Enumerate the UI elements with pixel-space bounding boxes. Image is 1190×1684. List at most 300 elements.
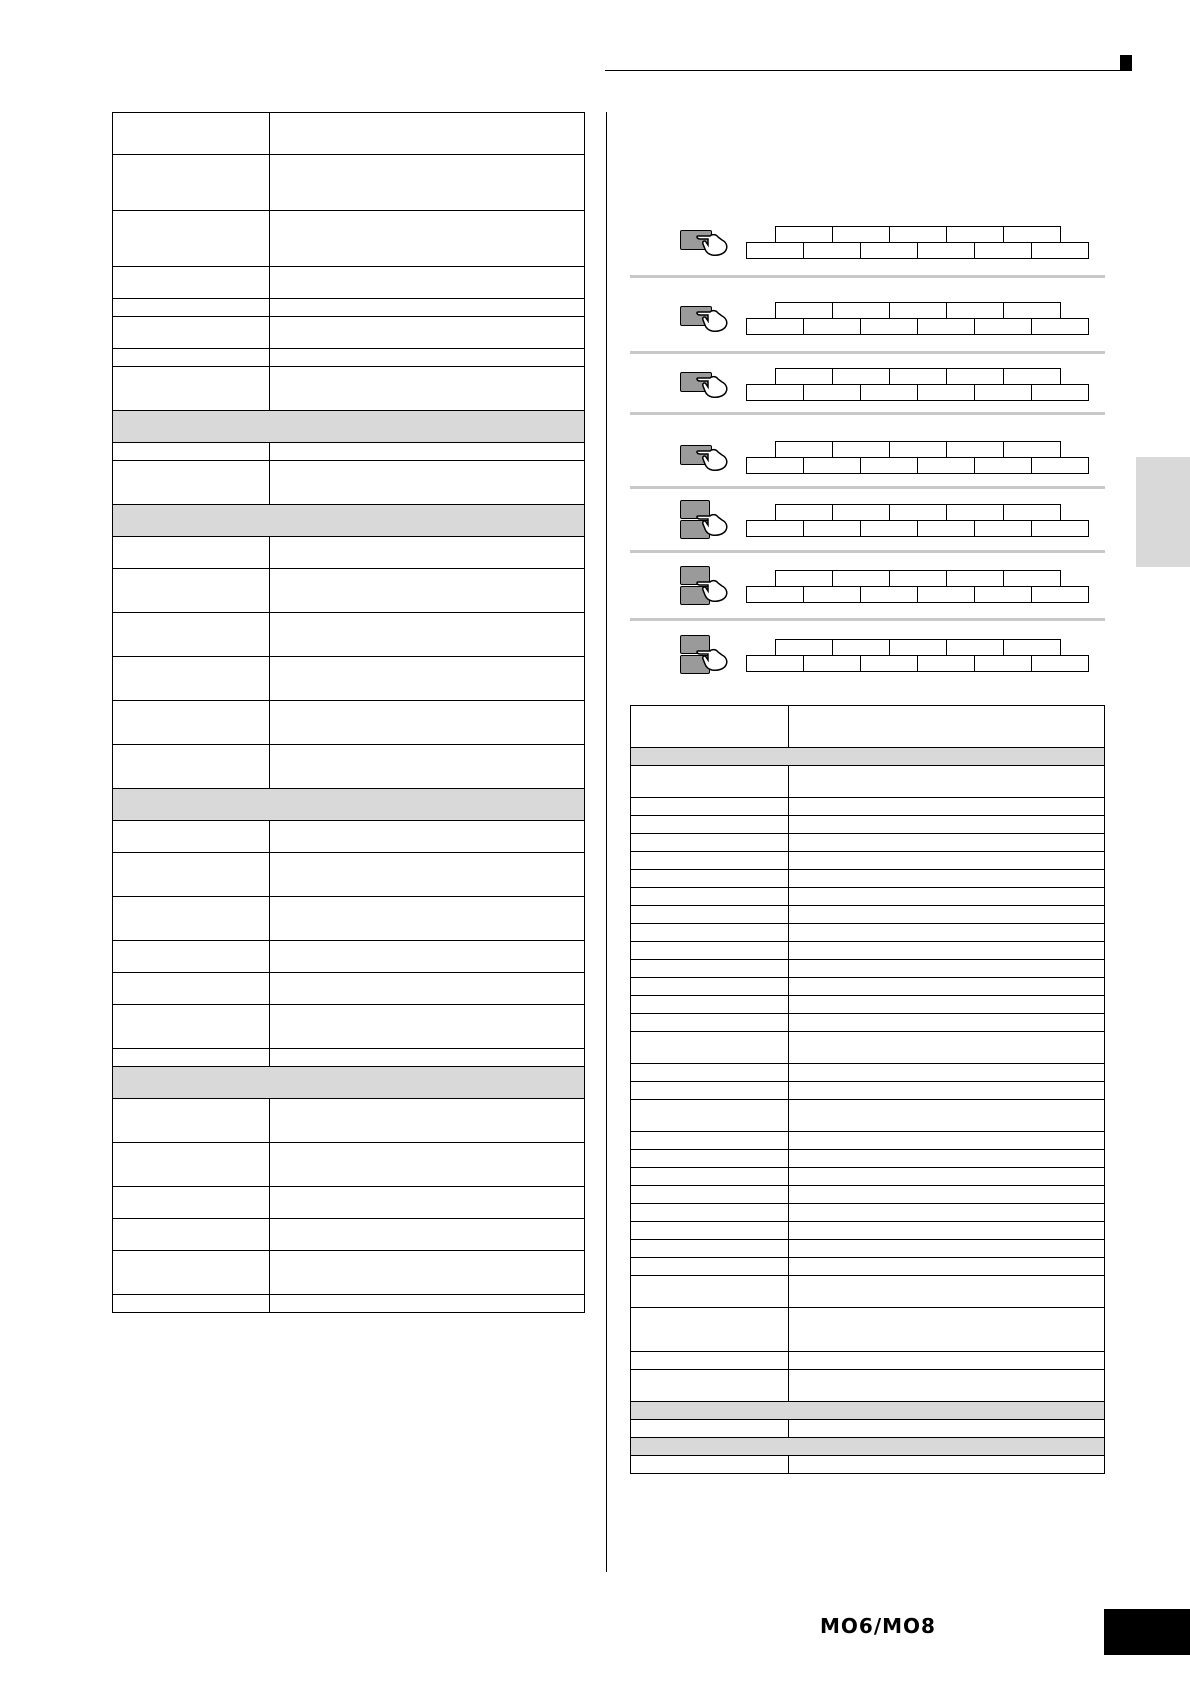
parameter-name-cell xyxy=(631,1064,789,1082)
section-header-cell xyxy=(631,1402,1105,1420)
table-row xyxy=(113,1295,585,1313)
table-row xyxy=(631,996,1105,1014)
table-row xyxy=(631,1204,1105,1222)
parameter-name-cell xyxy=(631,1370,789,1402)
section-header-cell xyxy=(631,1438,1105,1456)
section-header-cell xyxy=(113,505,585,537)
parameter-name-cell xyxy=(113,701,270,745)
key-row-lower xyxy=(747,457,1089,474)
table-row xyxy=(631,924,1105,942)
parameter-value-cell xyxy=(789,1222,1105,1240)
parameter-value-cell xyxy=(270,569,585,613)
parameter-name-cell xyxy=(631,1420,789,1438)
parameter-name-cell xyxy=(113,367,270,411)
key-box xyxy=(974,384,1032,401)
parameter-value-cell xyxy=(270,613,585,657)
parameter-value-cell xyxy=(270,657,585,701)
parameter-name-cell xyxy=(631,852,789,870)
column-divider xyxy=(606,112,607,1572)
table-row xyxy=(631,1082,1105,1100)
key-box xyxy=(917,242,975,259)
pointing-hand-icon xyxy=(696,443,730,478)
parameter-name-cell xyxy=(631,996,789,1014)
parameter-value-cell xyxy=(270,1295,585,1313)
key-box xyxy=(746,242,804,259)
table-row xyxy=(113,897,585,941)
key-box xyxy=(1031,384,1089,401)
keyboard-diagram xyxy=(610,566,1110,610)
key-row-lower xyxy=(747,655,1089,672)
table-row xyxy=(631,834,1105,852)
parameter-name-cell xyxy=(631,1222,789,1240)
key-box xyxy=(917,457,975,474)
table-row xyxy=(113,113,585,155)
key-box xyxy=(1003,639,1061,656)
table-section-row xyxy=(113,505,585,537)
key-box xyxy=(1003,368,1061,385)
parameter-name-cell xyxy=(631,870,789,888)
key-box xyxy=(917,586,975,603)
table-row xyxy=(631,1352,1105,1370)
parameter-value-cell xyxy=(789,852,1105,870)
key-box xyxy=(946,441,1004,458)
table-row xyxy=(113,155,585,211)
parameter-name-cell xyxy=(631,1082,789,1100)
key-box xyxy=(974,242,1032,259)
key-box xyxy=(832,570,890,587)
key-box xyxy=(1031,655,1089,672)
key-box xyxy=(1003,302,1061,319)
parameter-value-cell xyxy=(789,766,1105,798)
parameter-value-cell xyxy=(789,942,1105,960)
table-row xyxy=(113,1187,585,1219)
pointing-hand-icon xyxy=(696,304,730,339)
table-row xyxy=(631,1276,1105,1308)
parameter-value-cell xyxy=(789,1276,1105,1308)
parameter-value-cell xyxy=(270,349,585,367)
parameter-value-cell xyxy=(789,1100,1105,1132)
parameter-value-cell xyxy=(270,1099,585,1143)
key-box xyxy=(946,368,1004,385)
parameter-value-cell xyxy=(789,1082,1105,1100)
parameter-name-cell xyxy=(113,1187,270,1219)
table-row xyxy=(631,1100,1105,1132)
table-row xyxy=(113,657,585,701)
keyboard-diagram xyxy=(610,298,1110,342)
key-box xyxy=(775,226,833,243)
parameter-name-cell xyxy=(113,155,270,211)
parameter-name-cell xyxy=(113,211,270,267)
parameter-value-cell xyxy=(270,1251,585,1295)
keyboard-diagram xyxy=(610,364,1110,408)
table-row xyxy=(631,852,1105,870)
key-row-lower xyxy=(747,318,1089,335)
table-row xyxy=(113,853,585,897)
parameter-value-cell xyxy=(789,1014,1105,1032)
key-box xyxy=(803,520,861,537)
key-box xyxy=(974,520,1032,537)
table-row xyxy=(113,443,585,461)
table-row xyxy=(631,870,1105,888)
key-row-lower xyxy=(747,384,1089,401)
parameter-value-cell xyxy=(270,1005,585,1049)
left-parameter-table xyxy=(112,112,585,1313)
parameter-name-cell xyxy=(113,537,270,569)
table-row xyxy=(631,1240,1105,1258)
table-row xyxy=(631,978,1105,996)
table-row xyxy=(631,1014,1105,1032)
key-box xyxy=(1003,504,1061,521)
parameter-value-cell xyxy=(789,906,1105,924)
parameter-value-cell xyxy=(789,1168,1105,1186)
key-row-lower xyxy=(747,242,1089,259)
parameter-value-cell xyxy=(270,299,585,317)
diagram-separator xyxy=(630,486,1105,489)
parameter-name-cell xyxy=(113,1005,270,1049)
table-section-row xyxy=(113,411,585,443)
parameter-value-cell xyxy=(789,834,1105,852)
key-row-lower xyxy=(747,586,1089,603)
table-row xyxy=(631,766,1105,798)
table-row xyxy=(113,613,585,657)
parameter-name-cell xyxy=(113,1295,270,1313)
table-row xyxy=(631,1370,1105,1402)
table-section-row xyxy=(631,1438,1105,1456)
key-row-upper xyxy=(776,302,1061,319)
pointing-hand-icon xyxy=(696,574,730,609)
table-row xyxy=(113,941,585,973)
parameter-value-cell xyxy=(270,155,585,211)
parameter-name-cell xyxy=(113,897,270,941)
parameter-name-cell xyxy=(113,941,270,973)
key-box xyxy=(803,655,861,672)
parameter-name-cell xyxy=(631,798,789,816)
key-box xyxy=(803,384,861,401)
section-header-cell xyxy=(113,789,585,821)
parameter-value-cell xyxy=(270,211,585,267)
key-box xyxy=(889,302,947,319)
parameter-value-cell xyxy=(789,1150,1105,1168)
table-row xyxy=(113,569,585,613)
parameter-name-cell xyxy=(631,1100,789,1132)
parameter-name-cell xyxy=(631,1308,789,1352)
parameter-value-cell xyxy=(270,897,585,941)
table-row xyxy=(631,816,1105,834)
key-row-lower xyxy=(747,520,1089,537)
table-row xyxy=(113,973,585,1005)
keyboard-diagram xyxy=(610,500,1110,544)
section-header-cell xyxy=(113,411,585,443)
key-box xyxy=(1031,520,1089,537)
parameter-name-cell xyxy=(113,657,270,701)
table-row xyxy=(113,1219,585,1251)
table-row xyxy=(113,299,585,317)
key-row-upper xyxy=(776,570,1061,587)
table-row xyxy=(631,888,1105,906)
key-box xyxy=(832,368,890,385)
key-box xyxy=(803,586,861,603)
parameter-value-cell xyxy=(789,706,1105,748)
table-row xyxy=(113,317,585,349)
parameter-name-cell xyxy=(631,1240,789,1258)
parameter-value-cell xyxy=(789,816,1105,834)
table-row xyxy=(113,267,585,299)
parameter-value-cell xyxy=(789,1370,1105,1402)
parameter-value-cell xyxy=(270,745,585,789)
parameter-value-cell xyxy=(789,1352,1105,1370)
key-row-upper xyxy=(776,441,1061,458)
parameter-value-cell xyxy=(789,1258,1105,1276)
parameter-name-cell xyxy=(631,1204,789,1222)
key-box xyxy=(1003,441,1061,458)
parameter-value-cell xyxy=(789,1204,1105,1222)
key-box xyxy=(946,570,1004,587)
key-box xyxy=(746,457,804,474)
parameter-name-cell xyxy=(113,1219,270,1251)
key-box xyxy=(889,504,947,521)
key-box xyxy=(974,318,1032,335)
table-section-row xyxy=(631,748,1105,766)
key-box xyxy=(832,639,890,656)
table-section-row xyxy=(113,789,585,821)
parameter-value-cell xyxy=(270,701,585,745)
parameter-value-cell xyxy=(789,1132,1105,1150)
parameter-name-cell xyxy=(631,1132,789,1150)
parameter-name-cell xyxy=(113,613,270,657)
parameter-name-cell xyxy=(631,1186,789,1204)
parameter-name-cell xyxy=(113,349,270,367)
diagram-separator xyxy=(630,351,1105,354)
table-row xyxy=(631,1186,1105,1204)
table-row xyxy=(631,1150,1105,1168)
parameter-value-cell xyxy=(270,317,585,349)
key-box xyxy=(832,504,890,521)
key-box xyxy=(1003,570,1061,587)
table-row xyxy=(631,1132,1105,1150)
table-row xyxy=(113,211,585,267)
parameter-value-cell xyxy=(789,798,1105,816)
diagram-separator xyxy=(630,275,1105,278)
parameter-value-cell xyxy=(270,443,585,461)
key-box xyxy=(974,457,1032,474)
parameter-name-cell xyxy=(631,834,789,852)
parameter-value-cell xyxy=(789,924,1105,942)
parameter-name-cell xyxy=(631,1456,789,1474)
chapter-tab xyxy=(1136,457,1190,567)
page-number-box xyxy=(1104,1609,1190,1655)
key-box xyxy=(860,457,918,474)
key-box xyxy=(860,318,918,335)
parameter-value-cell xyxy=(270,1187,585,1219)
parameter-name-cell xyxy=(631,1168,789,1186)
parameter-name-cell xyxy=(113,745,270,789)
parameter-value-cell xyxy=(270,1143,585,1187)
key-box xyxy=(860,655,918,672)
parameter-name-cell xyxy=(113,299,270,317)
key-box xyxy=(775,570,833,587)
pointing-hand-icon xyxy=(696,370,730,405)
parameter-value-cell xyxy=(270,853,585,897)
key-box xyxy=(1003,226,1061,243)
parameter-value-cell xyxy=(789,996,1105,1014)
table-row xyxy=(113,349,585,367)
table-row xyxy=(113,1251,585,1295)
table-row xyxy=(631,1420,1105,1438)
parameter-name-cell xyxy=(113,853,270,897)
parameter-value-cell xyxy=(789,1032,1105,1064)
diagram-separator xyxy=(630,550,1105,553)
key-box xyxy=(917,520,975,537)
parameter-name-cell xyxy=(113,973,270,1005)
key-box xyxy=(946,302,1004,319)
parameter-name-cell xyxy=(631,1014,789,1032)
key-box xyxy=(917,384,975,401)
section-marker xyxy=(1120,55,1132,71)
table-row xyxy=(631,1064,1105,1082)
table-row xyxy=(631,960,1105,978)
parameter-name-cell xyxy=(631,766,789,798)
parameter-name-cell xyxy=(113,569,270,613)
pointing-hand-icon xyxy=(696,643,730,678)
table-row xyxy=(113,537,585,569)
key-box xyxy=(832,441,890,458)
parameter-name-cell xyxy=(631,1258,789,1276)
key-box xyxy=(889,639,947,656)
parameter-value-cell xyxy=(270,367,585,411)
key-row-upper xyxy=(776,639,1061,656)
parameter-value-cell xyxy=(270,973,585,1005)
key-box xyxy=(889,570,947,587)
parameter-name-cell xyxy=(113,113,270,155)
table-section-row xyxy=(113,1067,585,1099)
parameter-value-cell xyxy=(789,1186,1105,1204)
table-row xyxy=(631,1308,1105,1352)
table-row xyxy=(113,461,585,505)
key-box xyxy=(1031,318,1089,335)
parameter-name-cell xyxy=(631,942,789,960)
key-box xyxy=(775,504,833,521)
parameter-value-cell xyxy=(789,1456,1105,1474)
parameter-value-cell xyxy=(270,1049,585,1067)
table-row xyxy=(113,701,585,745)
diagram-separator xyxy=(630,412,1105,415)
key-box xyxy=(746,655,804,672)
pointing-hand-icon xyxy=(696,228,730,263)
key-box xyxy=(889,226,947,243)
table-row xyxy=(631,1032,1105,1064)
parameter-value-cell xyxy=(789,1240,1105,1258)
key-box xyxy=(889,368,947,385)
table-row xyxy=(113,1099,585,1143)
parameter-value-cell xyxy=(270,461,585,505)
key-box xyxy=(746,520,804,537)
key-box xyxy=(1031,586,1089,603)
parameter-name-cell xyxy=(631,924,789,942)
table-row xyxy=(631,1168,1105,1186)
key-box xyxy=(803,242,861,259)
parameter-name-cell xyxy=(631,1352,789,1370)
key-box xyxy=(946,639,1004,656)
parameter-name-cell xyxy=(113,821,270,853)
key-box xyxy=(1031,242,1089,259)
table-row xyxy=(113,821,585,853)
section-header-cell xyxy=(631,748,1105,766)
table-row xyxy=(113,1049,585,1067)
key-box xyxy=(775,639,833,656)
parameter-value-cell xyxy=(270,267,585,299)
parameter-name-cell xyxy=(113,267,270,299)
parameter-name-cell xyxy=(631,960,789,978)
table-row xyxy=(631,798,1105,816)
key-box xyxy=(1031,457,1089,474)
parameter-value-cell xyxy=(270,941,585,973)
parameter-name-cell xyxy=(631,888,789,906)
parameter-value-cell xyxy=(789,978,1105,996)
key-box xyxy=(946,504,1004,521)
key-box xyxy=(775,368,833,385)
parameter-value-cell xyxy=(789,960,1105,978)
key-box xyxy=(917,318,975,335)
key-box xyxy=(746,318,804,335)
parameter-value-cell xyxy=(270,113,585,155)
section-header-cell xyxy=(113,1067,585,1099)
keyboard-diagram xyxy=(610,222,1110,266)
key-box xyxy=(746,384,804,401)
parameter-name-cell xyxy=(113,1099,270,1143)
key-box xyxy=(860,242,918,259)
parameter-name-cell xyxy=(631,1032,789,1064)
key-box xyxy=(974,586,1032,603)
key-box xyxy=(946,226,1004,243)
key-box xyxy=(803,318,861,335)
key-box xyxy=(832,302,890,319)
key-box xyxy=(974,655,1032,672)
parameter-name-cell xyxy=(631,906,789,924)
keyboard-diagram xyxy=(610,635,1110,679)
parameter-name-cell xyxy=(631,1276,789,1308)
key-row-upper xyxy=(776,368,1061,385)
table-row xyxy=(631,942,1105,960)
table-row xyxy=(631,706,1105,748)
table-row xyxy=(631,906,1105,924)
table-row xyxy=(113,1143,585,1187)
parameter-name-cell xyxy=(113,461,270,505)
parameter-value-cell xyxy=(789,1308,1105,1352)
key-row-upper xyxy=(776,504,1061,521)
header-rule xyxy=(605,70,1130,71)
table-row xyxy=(113,1005,585,1049)
parameter-name-cell xyxy=(631,706,789,748)
table-section-row xyxy=(631,1402,1105,1420)
parameter-name-cell xyxy=(113,1049,270,1067)
parameter-name-cell xyxy=(113,443,270,461)
parameter-name-cell xyxy=(631,978,789,996)
brand-logo: MO6/MO8 xyxy=(820,1614,936,1638)
parameter-name-cell xyxy=(631,816,789,834)
table-row xyxy=(113,367,585,411)
key-box xyxy=(860,586,918,603)
table-row xyxy=(113,745,585,789)
pointing-hand-icon xyxy=(696,508,730,543)
key-box xyxy=(860,520,918,537)
key-box xyxy=(746,586,804,603)
diagram-separator xyxy=(630,618,1105,621)
keyboard-diagram xyxy=(610,437,1110,481)
table-row xyxy=(631,1258,1105,1276)
key-box xyxy=(860,384,918,401)
key-row-upper xyxy=(776,226,1061,243)
table-row xyxy=(631,1222,1105,1240)
